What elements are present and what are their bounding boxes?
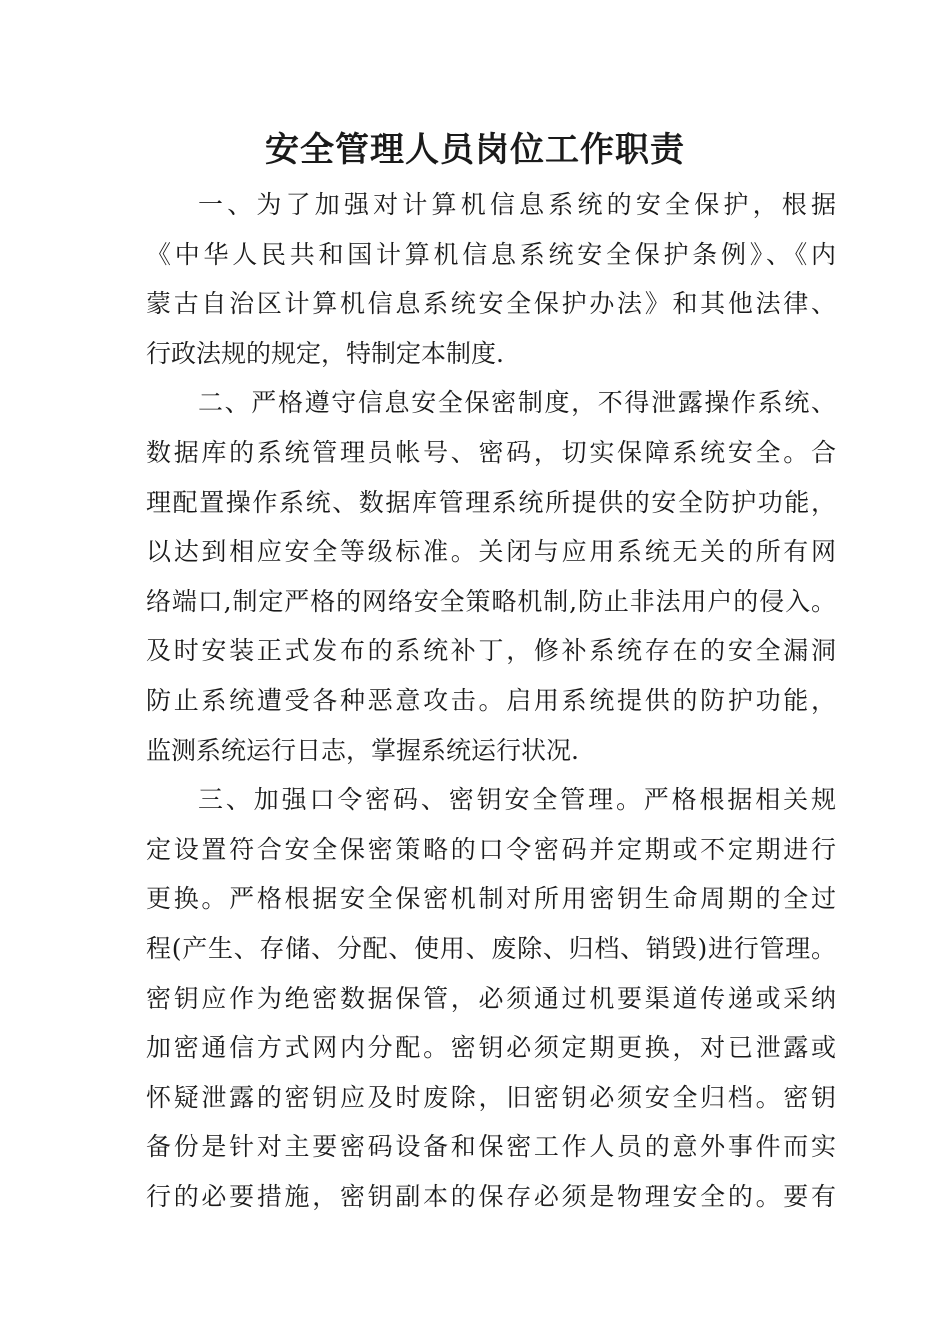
paragraph-line: 定设置符合安全保密策略的口令密码并定期或不定期进行 [146,834,836,864]
paragraph-line: 《中华人民共和国计算机信息系统安全保护条例》、《内 [146,239,836,269]
document-title: 安全管理人员岗位工作职责 [265,130,685,170]
paragraph-line: 二、严格遵守信息安全保密制度，不得泄露操作系统、 [198,388,836,418]
paragraph-line: 一、为了加强对计算机信息系统的安全保护，根据 [198,190,836,219]
document-body [146,180,836,1221]
paragraph-line: 以达到相应安全等级标准。关闭与应用系统无关的所有网 [146,537,836,567]
paragraph-line: 更换。严格根据安全保密机制对所用密钥生命周期的全过 [146,884,836,914]
paragraph-line: 怀疑泄露的密钥应及时废除，旧密钥必须安全归档。密钥 [146,1082,836,1112]
paragraph-line: 三、加强口令密码、密钥安全管理。严格根据相关规 [198,785,836,815]
paragraph-line: 理配置操作系统、数据库管理系统所提供的安全防护功能， [146,487,836,517]
paragraph-line: 行的必要措施，密钥副本的保存必须是物理安全的。要有 [146,1181,836,1211]
paragraph-line: 防止系统遭受各种恶意攻击。启用系统提供的防护功能， [146,685,836,715]
paragraph-line: 备份是针对主要密码设备和保密工作人员的意外事件而实 [146,1132,836,1162]
paragraph-2 [146,378,836,775]
paragraph-line: 络端口,制定严格的网络安全策略机制,防止非法用户的侵入。 [146,586,836,616]
paragraph-line: 数据库的系统管理员帐号、密码，切实保障系统安全。合 [146,437,836,467]
paragraph-line: 监测系统运行日志，掌握系统运行状况. [146,735,579,765]
paragraph-line: 程(产生、存储、分配、使用、废除、归档、销毁)进行管理。 [146,933,836,963]
paragraph-line: 及时安装正式发布的系统补丁，修补系统存在的安全漏洞 [146,636,836,666]
paragraph-line: 蒙古自治区计算机信息系统安全保护办法》和其他法律、 [146,289,836,319]
paragraph-line: 加密通信方式网内分配。密钥必须定期更换，对已泄露或 [146,1033,836,1063]
paragraph-line: 密钥应作为绝密数据保管，必须通过机要渠道传递或采纳 [146,983,836,1013]
paragraph-1 [146,180,836,378]
paragraph-3 [146,775,836,1221]
paragraph-line: 行政法规的规定，特制定本制度. [146,338,504,368]
